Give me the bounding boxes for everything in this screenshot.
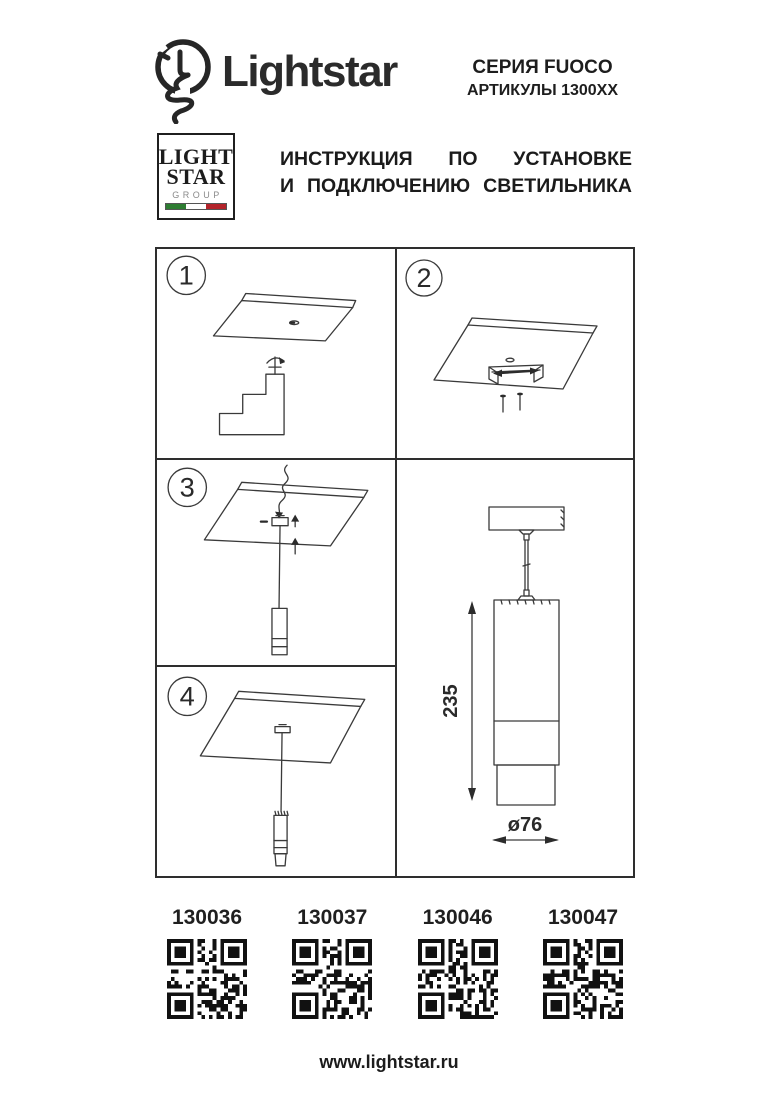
svg-text:2: 2 xyxy=(416,263,432,293)
svg-text:4: 4 xyxy=(179,680,195,712)
step-2-drawing xyxy=(397,249,633,458)
svg-text:1: 1 xyxy=(178,259,194,291)
qr-code xyxy=(292,939,372,1019)
title-line-2: И ПОДКЛЮЧЕНИЮ СВЕТИЛЬНИКА xyxy=(280,175,632,197)
article-number: 130036 xyxy=(171,906,243,929)
badge-group: GROUP xyxy=(172,190,223,200)
document-title xyxy=(280,146,632,200)
instruction-diagram-grid xyxy=(155,247,635,878)
step-panel-1 xyxy=(157,249,397,460)
step-panel-4 xyxy=(157,667,397,876)
step-4-drawing xyxy=(157,667,395,876)
height-dimension-label: 235 xyxy=(440,684,462,718)
badge-light: LIGHT xyxy=(158,144,234,169)
website-url: www.lightstar.ru xyxy=(319,1052,459,1072)
step-panel-3 xyxy=(157,460,397,667)
article-qr-row xyxy=(155,905,635,1040)
article-number: 130047 xyxy=(547,906,619,929)
brand-wordmark: Lightstar xyxy=(222,47,397,96)
qr-item-130047 xyxy=(531,905,635,1040)
qr-code xyxy=(167,939,247,1019)
step-panel-2 xyxy=(397,249,633,460)
title-line-1: ИНСТРУКЦИЯ ПО УСТАНОВКЕ xyxy=(280,148,632,170)
lightstar-bulb-icon xyxy=(150,30,218,124)
series-block xyxy=(440,55,645,102)
step-1-drawing xyxy=(157,249,395,458)
dimension-panel xyxy=(397,460,633,876)
badge-star: STAR xyxy=(166,164,226,189)
qr-item-130046 xyxy=(406,905,510,1040)
qr-code xyxy=(543,939,623,1019)
step-3-drawing xyxy=(157,460,395,665)
dimension-drawing xyxy=(397,460,633,876)
qr-item-130037 xyxy=(280,905,384,1040)
series-articles: АРТИКУЛЫ 1300XX xyxy=(466,82,619,99)
qr-code xyxy=(418,939,498,1019)
lightstar-group-badge xyxy=(157,133,235,220)
series-name: СЕРИЯ FUOCO xyxy=(472,57,613,78)
article-number: 130046 xyxy=(422,906,493,929)
diameter-dimension-label: ø76 xyxy=(507,814,543,836)
qr-item-130036 xyxy=(155,905,259,1040)
article-number: 130037 xyxy=(297,906,368,929)
svg-text:3: 3 xyxy=(179,471,195,503)
italian-flag-stripe xyxy=(165,203,227,210)
